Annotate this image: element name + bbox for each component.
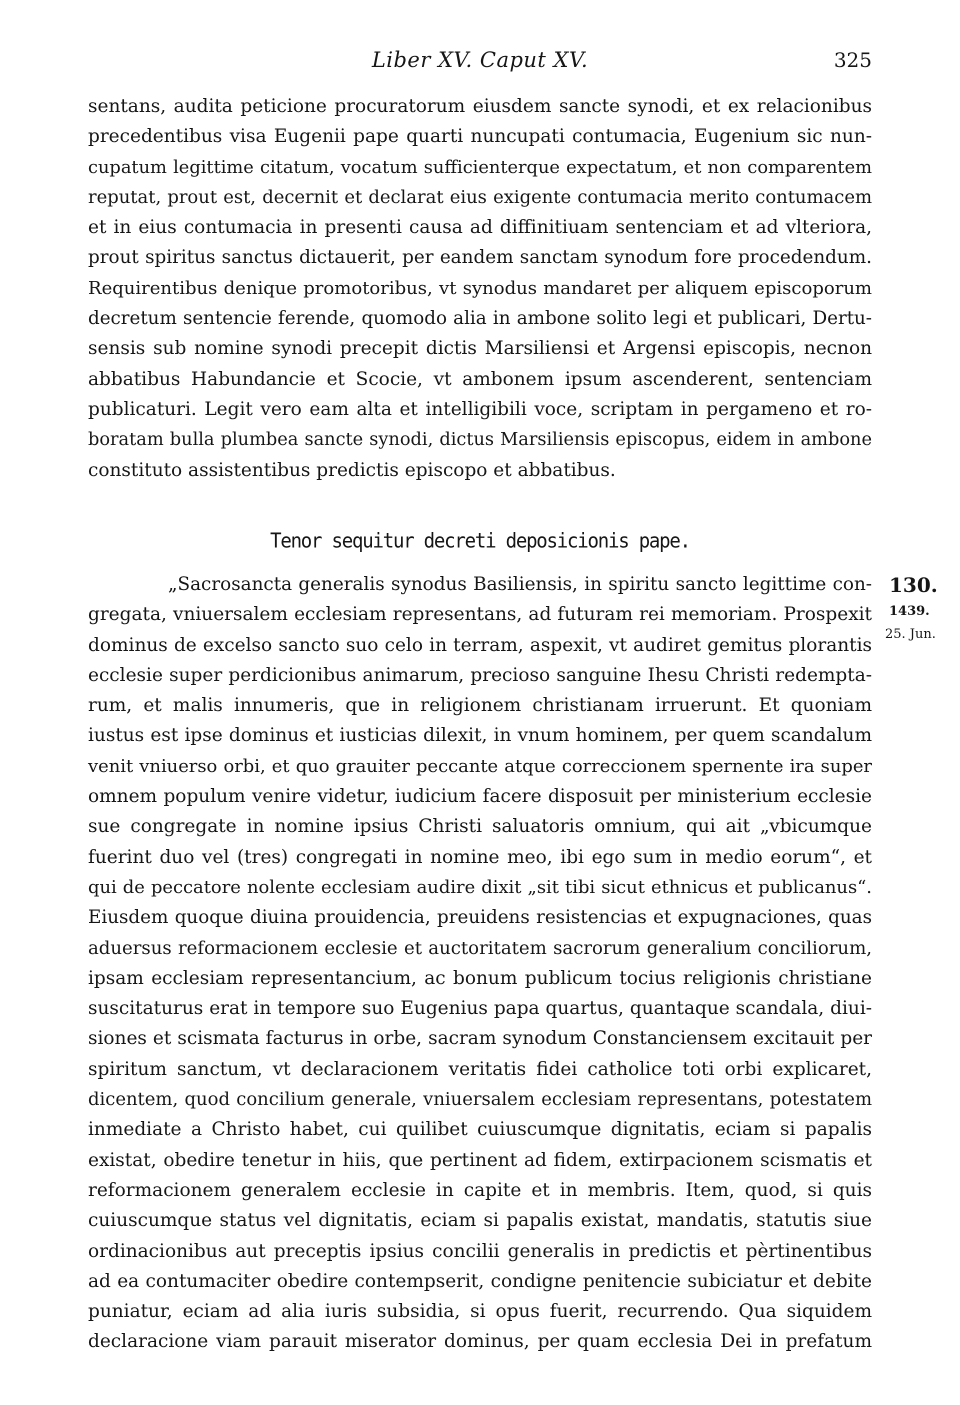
text-line: publicaturi. Legit vero eam alta et intelligibili voce, scriptam in pergameno et ro- [88,398,872,420]
text-line: puniatur, eciam ad alia iuris subsidia, si opus fuerit, recurrendo. Qua siquidem [88,1301,872,1323]
text-line: inmediate a Christo habet, cui quilibet cuiuscumque dignitatis, eciam si papalis [88,1119,872,1141]
text-line: suscitaturus erat in tempore suo Eugenius papa quartus, quantaque scandala, diui- [88,998,872,1020]
text-line: gregata, vniuersalem ecclesiam representans, ad futuram rei memoriam. Prospexit [88,604,872,626]
text-line: aduersus reformacionem ecclesie et auctoritatem sacrorum generalium conciliorum, [88,937,872,959]
text-line: sensis sub nomine synodi precepit dictis Marsiliensi et Argensi episcopis, necnon [88,338,872,360]
text-line: abbatibus Habundancie et Scocie, vt ambonem ipsum ascenderent, sentenciam [88,368,872,390]
text-line: rum, et malis innumeris, que in religionem christianam irruerunt. Et quoniam [88,695,872,717]
text-line: sentans, audita peticione procuratorum eiusdem sancte synodi, et ex relacionibus [88,96,872,117]
text-line: venit vniuerso orbi, et quo grauiter peccante atque correccionem spernente ira super [88,755,872,777]
document-number: 130. [889,573,938,597]
text-line: omnem populum venire videtur, iudicium facere disposuit per ministerium ecclesie [88,786,872,808]
text-line: ad ea contumaciter obedire contempserit, condigne penitencie subiciatur et debite [88,1270,872,1292]
text-line: et in eius contumacia in presenti causa ad diffinitiuam sentenciam et ad vlteriora, [88,217,872,239]
text-line: qui de peccatore nolente ecclesiam audire dixit „sit tibi sicut ethnicus et publicanus“. [88,876,872,898]
text-line: ecclesie super perdicionibus animarum, precioso sanguine Ihesu Christi redempta- [88,664,872,686]
text-line: reformacionem generalem ecclesie in capite et in membris. Item, quod, si quis [88,1179,872,1201]
text-line: dominus de excelso sancto suo celo in terram, aspexit, vt audiret gemitus plorantis [88,634,872,656]
text-line: siones et scismata facturus in orbe, sacram synodum Constanciensem excitauit per [88,1028,872,1050]
text-line: existat, obedire tenetur in hiis, que pertinent ad fidem, extirpacionem scismatis et [88,1149,872,1171]
text-line: prout spiritus sanctus dictauerit, per eandem sanctam synodum fore procedendum. [88,247,872,269]
text-line: reputat, prout est, decernit et declarat eius exigente contumacia merito contumacem [88,186,872,208]
paragraph-2 [88,570,872,1358]
text-line: cuiuscumque status vel dignitatis, eciam si papalis existat, mandatis, statutis siue [88,1210,872,1232]
paragraph-1 [88,92,872,486]
text-line: decretum sentencie ferende, quomodo alia in ambone solito legi et publicari, Dertu- [88,308,872,330]
text-line: sue congregate in nomine ipsius Christi saluatoris omnium, qui ait „vbicumque [88,816,872,838]
text-line: ipsam ecclesiam representancium, ac bonum publicum tocius religionis christiane [88,967,872,989]
text-line: boratam bulla plumbea sancte synodi, dictus Marsiliensis episcopus, eidem in ambone [88,430,872,451]
text-line: fuerint duo vel (tres) congregati in nomine meo, ibi ego sum in medio eorum“, et [88,846,872,868]
text-line: „Sacrosancta generalis synodus Basiliensis, in spiritu sancto legittime con- [168,574,872,595]
margin-year: 1439. [889,604,930,619]
text-line: declaracione viam parauit miserator dominus, per quam ecclesia Dei in prefatum [88,1331,872,1353]
text-line: cupatum legittime citatum, vocatum sufficienterque expectatum, et non comparentem [88,156,872,178]
text-line: precedentibus visa Eugenii pape quarti nuncupati contumacia, Eugenium sic nun- [88,126,872,148]
text-line: constituto assistentibus predictis episcopo et abbatibus. [88,459,616,481]
section-heading: Tenor sequitur decreti deposicionis pape. [270,529,690,553]
text-line: spiritum sanctum, vt declaracionem veritatis fidei catholice toti orbi explicaret, [88,1058,872,1080]
margin-date: 25. Jun. [885,627,936,642]
running-title: Liber XV. Caput XV. [371,48,589,72]
page-number: 325 [833,48,872,72]
text-line: Requirentibus denique promotoribus, vt synodus mandaret per aliquem episcoporum [88,277,872,299]
text-line: ordinacionibus aut preceptis ipsius concilii generalis in predictis et pèrtinentibus [88,1240,872,1262]
text-line: iustus est ipse dominus et iusticias dilexit, in vnum hominem, per quem scandalum [88,725,872,747]
running-head [88,47,872,73]
text-line: Eiusdem quoque diuina prouidencia, preuidens resistencias et expugnaciones, quas [88,907,872,929]
text-line: dicentem, quod concilium generale, vniuersalem ecclesiam representans, potestatem [88,1089,872,1111]
